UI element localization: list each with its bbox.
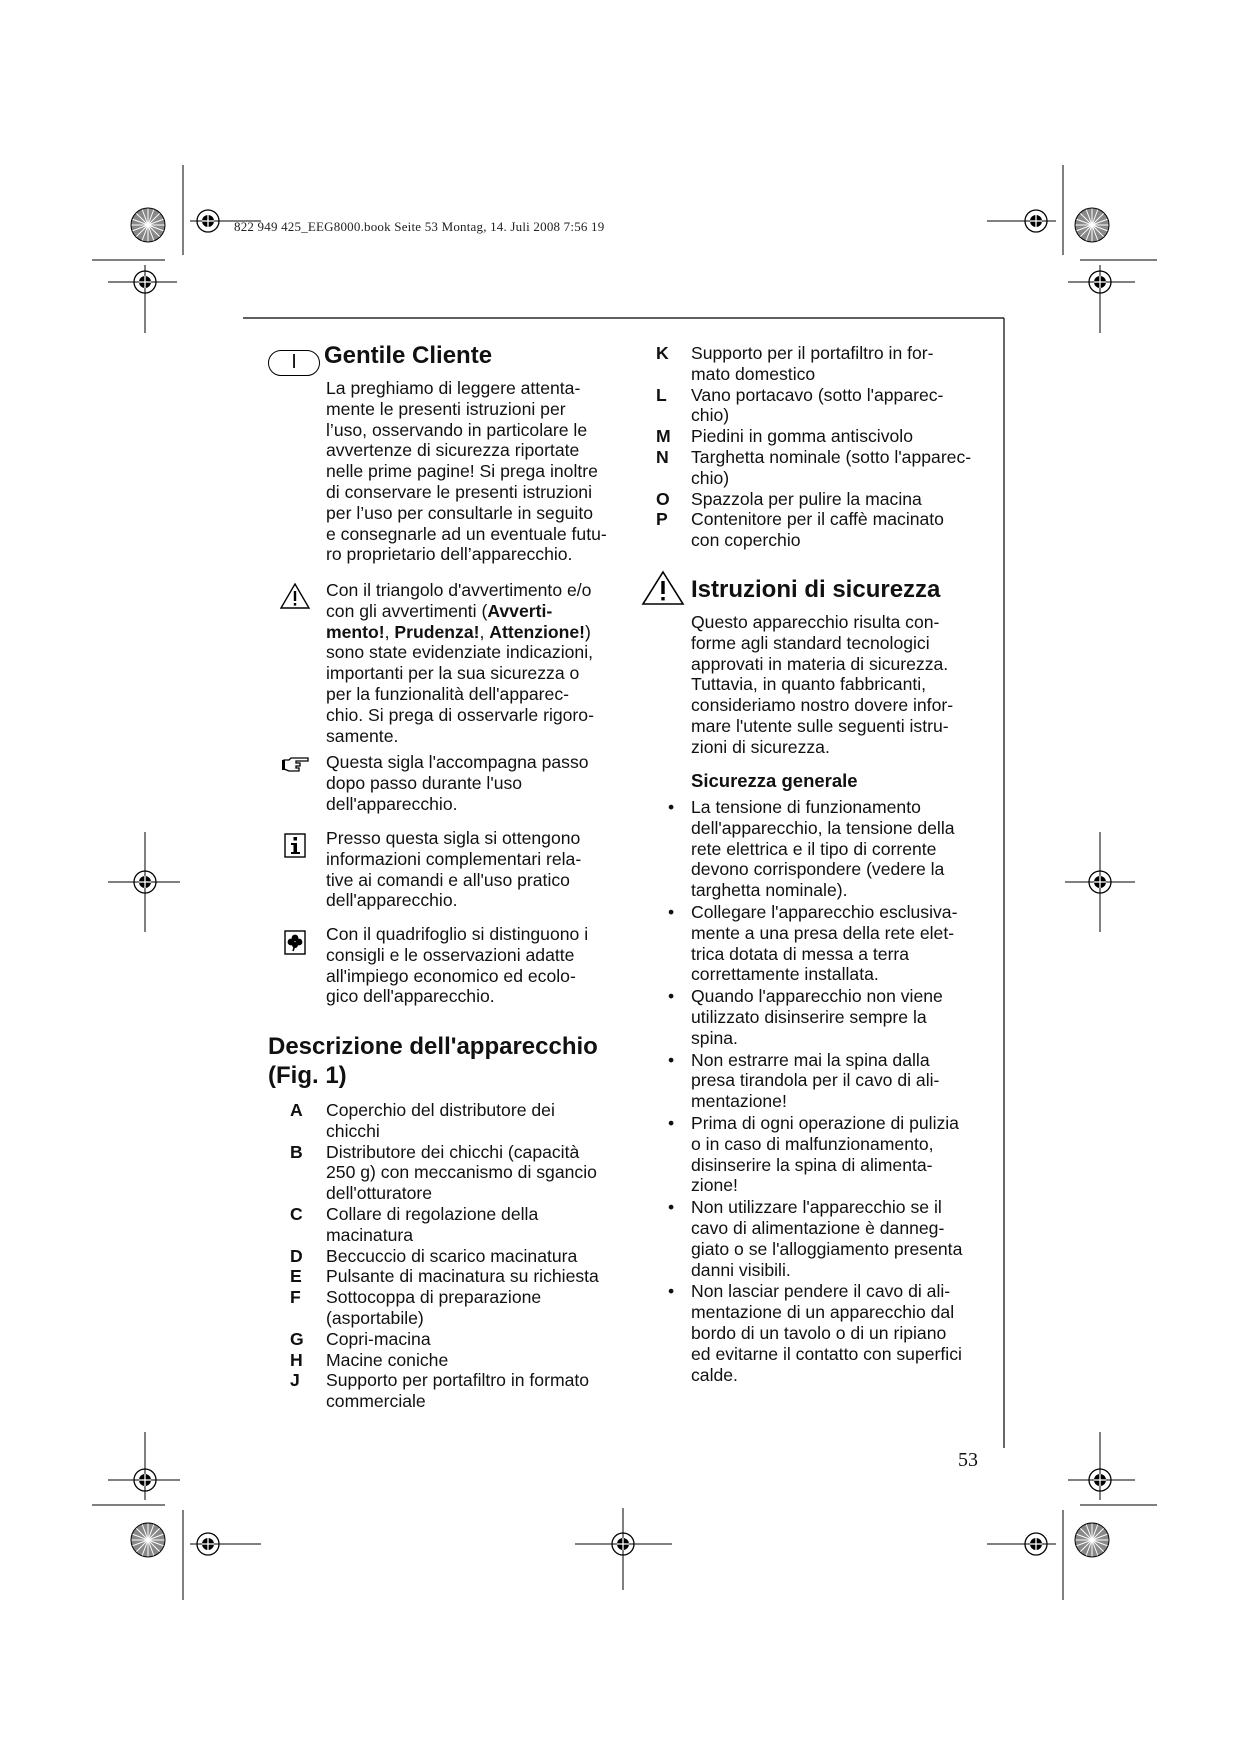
list-item: M Piedini in gomma antiscivolo <box>656 426 913 447</box>
bullet-icon: • <box>668 1281 675 1302</box>
step-paragraph <box>326 752 646 814</box>
text-line: approvati in materia di sicurezza. <box>691 653 949 674</box>
general-safety-title: Sicurezza generale <box>691 770 858 791</box>
text-line: Con il quadrifoglio si distinguono i <box>326 924 589 944</box>
text-line: mento!, Prudenza!, Attenzione!) <box>326 621 591 642</box>
text-line: dell'apparecchio. <box>326 890 458 911</box>
list-item: H Macine coniche <box>290 1349 449 1370</box>
list-item: C Collare di regolazione della macinatura <box>290 1203 539 1245</box>
text-line: gico dell'apparecchio. <box>326 986 495 1007</box>
text-line: avvertenze di sicurezza riportate <box>326 440 580 461</box>
list-item: D Beccuccio di scarico macinatura <box>290 1245 578 1266</box>
text-line: di conservare le presenti istruzioni <box>326 481 592 502</box>
text-line: mente le presenti istruzioni per <box>326 398 566 419</box>
text-line: all'impiego economico ed ecolo- <box>326 965 576 986</box>
list-item: O Spazzola per pulire la macina <box>656 488 922 509</box>
page-number: 53 <box>958 1449 978 1471</box>
description-title: Descrizione dell'apparecchio <box>268 1033 598 1060</box>
text-line: forme agli standard tecnologici <box>691 632 930 653</box>
pointing-hand-icon <box>282 755 310 773</box>
text-line: Con il triangolo d'avvertimento e/o <box>326 580 592 600</box>
text-line: consideriamo nostro dovere infor- <box>691 695 954 716</box>
bullet-icon: • <box>668 1197 675 1218</box>
print-header: 822 949 425_EEG8000.book Seite 53 Montag, 14. Juli 2008 7:56 19 <box>234 219 605 234</box>
text-line: per l’uso per consultarle in seguito <box>326 502 593 523</box>
intro-paragraph <box>326 378 626 565</box>
list-item: L Vano portacavo (sotto l'apparec- chio) <box>656 384 944 426</box>
bullet-icon: • <box>668 1112 675 1133</box>
description-title-fig: (Fig. 1) <box>268 1062 347 1089</box>
bullet-icon: • <box>668 1049 675 1070</box>
bullet-icon: • <box>668 901 675 922</box>
text-line: La preghiamo di leggere attenta- <box>326 378 581 398</box>
list-item: F Sottocoppa di preparazione (asportabile) <box>290 1287 542 1328</box>
text-line: e consegnarle ad un eventuale futu- <box>326 523 607 544</box>
safety-intro <box>691 612 1001 758</box>
clover-icon <box>284 930 306 955</box>
text-line: l’uso, osservando in particolare le <box>326 419 588 440</box>
list-item: • Non utilizzare l'apparecchio se il cavo di alimentazione è danneg- giato o se l'alloggiamento presenta danni visibili. <box>668 1197 963 1280</box>
text-line: nelle prime pagine! Si prega inoltre <box>326 461 598 482</box>
list-item: B Distributore dei chicchi (capacità 250 g) con meccanismo di sgancio dell'otturatore <box>290 1141 597 1204</box>
list-item: N Targhetta nominale (sotto l'apparec- chio) <box>656 446 972 488</box>
list-item: • Prima di ogni operazione di pulizia o in caso di malfunzionamento, disinserire la spina di alimenta- zione! <box>668 1112 959 1196</box>
bullet-icon: • <box>668 797 675 817</box>
safety-title: Istruzioni di sicurezza <box>691 576 941 603</box>
list-item: J Supporto per portafiltro in formato commerciale <box>290 1370 590 1412</box>
list-item: • Collegare l'apparecchio esclusiva- mente a una presa della rete elet- trica dotata di messa a terra correttamente installata. <box>668 901 958 985</box>
list-item: • Quando l'apparecchio non viene utilizzato disinserire sempre la spina. <box>668 986 943 1048</box>
section-title-gentile-cliente: Gentile Cliente <box>324 342 493 369</box>
text-line: Questo apparecchio risulta con- <box>691 612 940 632</box>
safety-bullets <box>668 797 1003 1386</box>
text-line: samente. <box>326 725 399 746</box>
list-item: A Coperchio del distributore dei chicchi <box>290 1100 555 1141</box>
eco-paragraph <box>326 924 646 1007</box>
text-line: Tuttavia, in quanto fabbricanti, <box>691 674 927 695</box>
text-line: mare l'utente sulle seguenti istru- <box>691 715 949 736</box>
text-line: Presso questa sigla si ottengono <box>326 828 581 848</box>
text-line: tive ai comandi e all'uso pratico <box>326 869 570 890</box>
text-line: ro proprietario dell’apparecchio. <box>326 544 573 565</box>
list-item: K Supporto per il portafiltro in for- mato domestico <box>656 343 934 384</box>
list-item: G Copri-macina <box>290 1328 431 1349</box>
text-line: chio. Si prega di osservarle rigoro- <box>326 704 594 725</box>
text-line: informazioni complementari rela- <box>326 848 582 869</box>
language-badge: I <box>268 350 320 376</box>
info-icon <box>284 833 306 858</box>
text-line: dopo passo durante l'uso <box>326 772 523 793</box>
warning-triangle-icon <box>641 570 685 606</box>
text-line: dell'apparecchio. <box>326 793 458 814</box>
text-line: consigli e le osservazioni adatte <box>326 944 575 965</box>
text-line: sono state evidenziate indicazioni, <box>326 642 594 663</box>
list-item: • Non lasciar pendere il cavo di ali- mentazione di un apparecchio dal bordo di un tavolo o di un ripiano ed evitarne il contatto con superfici calde. <box>668 1281 962 1385</box>
list-item: • Non estrarre mai la spina dalla presa tirandola per il cavo di ali- mentazione! <box>668 1049 940 1112</box>
parts-list-left <box>268 1100 648 1412</box>
bullet-icon: • <box>668 986 675 1007</box>
text-line: per la funzionalità dell'apparec- <box>326 683 569 704</box>
warning-triangle-icon <box>279 582 311 610</box>
text-line: Questa sigla l'accompagna passo <box>326 752 589 772</box>
list-item: • La tensione di funzionamento dell'apparecchio, la tensione della rete elettrica e il tipo di corrente devono corrispondere (vedere la targhetta nominale). <box>668 797 955 901</box>
info-paragraph <box>326 828 646 911</box>
parts-list-right <box>656 343 1001 551</box>
list-item: P Contenitore per il caffè macinato con coperchio <box>656 509 944 551</box>
text-line: con gli avvertimenti (Avverti- <box>326 600 553 621</box>
warning-paragraph <box>326 580 646 746</box>
text-line: zioni di sicurezza. <box>691 736 830 757</box>
list-item: E Pulsante di macinatura su richiesta <box>290 1266 599 1287</box>
text-line: importanti per la sua sicurezza o <box>326 663 580 684</box>
